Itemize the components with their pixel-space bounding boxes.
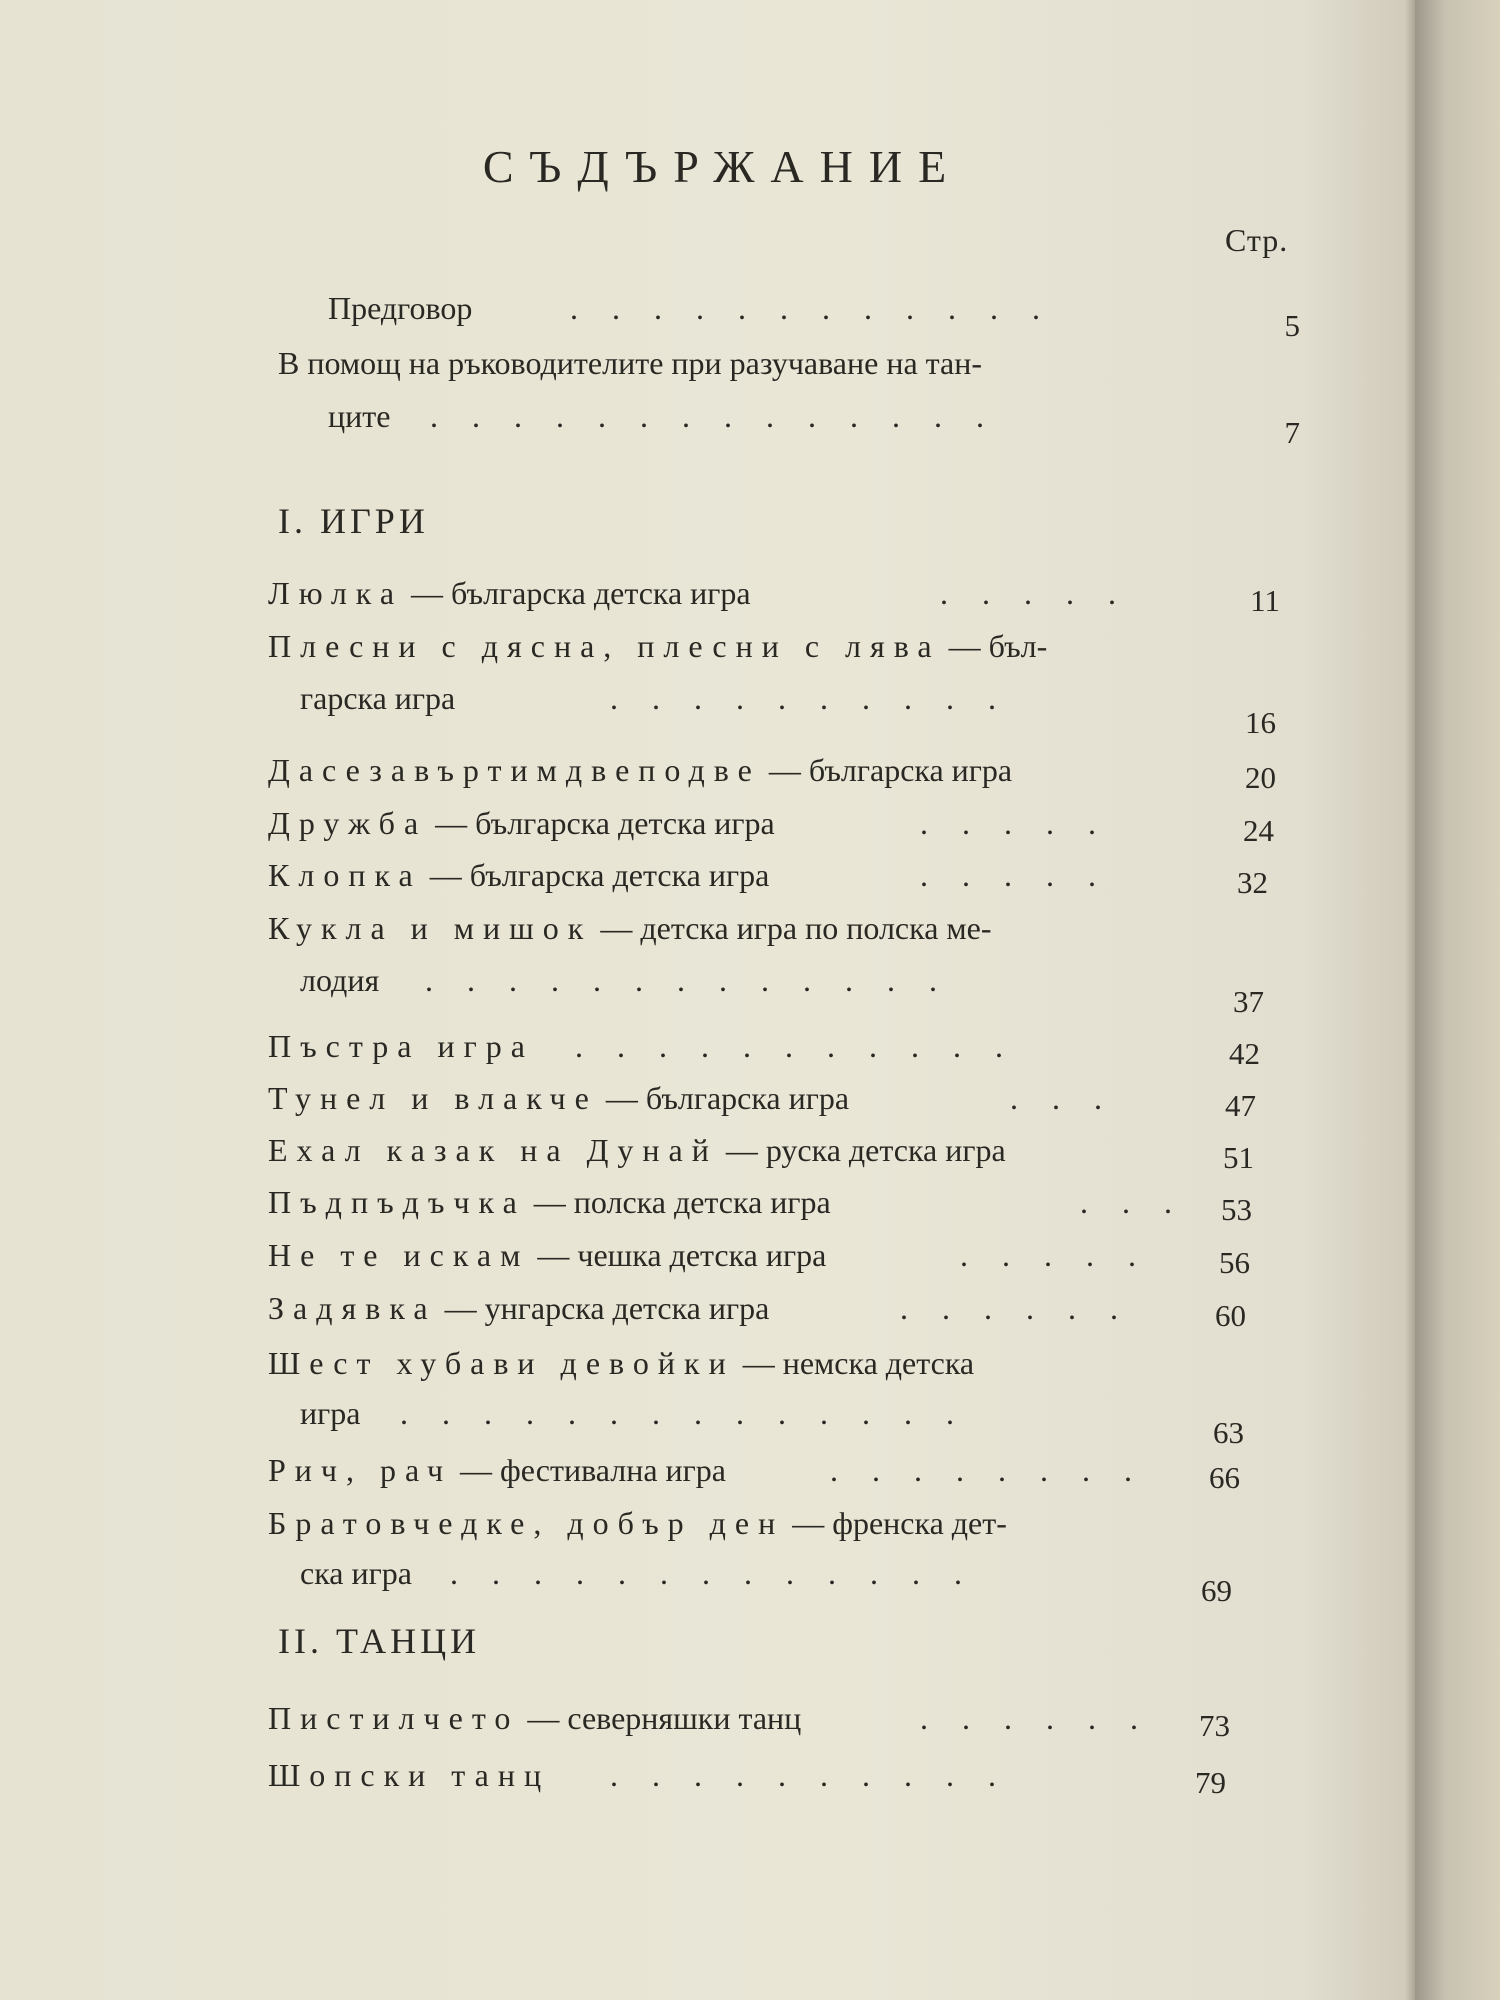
entry-title [268, 1757, 550, 1794]
toc-entry [0, 628, 1415, 740]
entry-title [268, 575, 751, 612]
page-number: 60 [1215, 1298, 1246, 1333]
toc-entry [0, 1505, 1415, 1608]
leader-dots: .............. [430, 398, 1018, 434]
section-heading: II. ТАНЦИ [278, 1621, 481, 1661]
entry-title [268, 1080, 849, 1117]
entry-name-spaced: Тунел и влакче [268, 1080, 598, 1116]
leader-dots: ..... [940, 575, 1150, 611]
entry-name-spaced: Дасезавъртимдвеподве [268, 752, 761, 788]
entry-name-spaced: Задявка [268, 1290, 437, 1326]
entry-description: — руска детска игра [717, 1132, 1006, 1168]
entry-title [268, 1132, 1006, 1169]
entry-name-spaced: Плесни с дясна, плесни с лява [268, 628, 941, 664]
page-number: 66 [1209, 1460, 1240, 1495]
entry-name-spaced: Пъстра игра [268, 1028, 534, 1064]
entry-name-spaced: Шопски танц [268, 1757, 551, 1793]
entry-description: — българска детска игра [421, 857, 770, 893]
page-column-label: Стр. [1225, 222, 1289, 258]
leader-dots: ........... [575, 1028, 1037, 1064]
page-number: 16 [1245, 705, 1276, 740]
entry-title-continuation: лодия [300, 962, 380, 998]
page-number: 37 [1233, 984, 1264, 1019]
entry-title: В помощ на ръководителите при разучаване на тан- [278, 345, 983, 381]
entry-title [268, 1452, 726, 1489]
page-number: 5 [1284, 308, 1300, 343]
toc-entry [0, 1452, 1415, 1500]
page-title: СЪДЪРЖАНИЕ [482, 141, 963, 192]
entry-title [268, 1345, 974, 1382]
toc-entry [0, 1237, 1415, 1285]
toc-entry [0, 290, 1415, 343]
entry-description: — българска детска игра [427, 805, 775, 841]
entry-description: — българска детска игра [403, 575, 751, 611]
page-number: 79 [1195, 1765, 1226, 1800]
toc-entry [0, 345, 1415, 450]
entry-description: — северняшки танц [519, 1700, 802, 1736]
entry-name-spaced: Пъдпъдъчка [268, 1184, 526, 1220]
leader-dots: ... [1010, 1080, 1136, 1116]
entry-name-spaced: Рич, рач [268, 1452, 453, 1488]
toc-entry [0, 752, 1415, 800]
entry-description: — детска игра по полска ме- [592, 910, 992, 946]
toc-entry [0, 805, 1415, 853]
leader-dots: ...... [900, 1290, 1152, 1326]
entry-description: — немска детска [734, 1345, 975, 1381]
entry-name-spaced: Дружба [268, 805, 428, 841]
toc-entry [0, 1028, 1415, 1076]
toc-entry [0, 575, 1415, 623]
entry-name-spaced: Люлка [268, 575, 404, 611]
leader-dots: ............. [425, 962, 971, 998]
entry-title [268, 805, 775, 842]
leader-dots: ...... [920, 1700, 1172, 1736]
entry-description: — българска игра [760, 752, 1013, 788]
toc-entry [0, 1290, 1415, 1338]
page-number: 20 [1245, 760, 1276, 795]
entry-description: — чешка детска игра [529, 1237, 827, 1273]
entry-title: Предговор [328, 290, 473, 326]
entry-name-spaced: Шест хубави девойки [268, 1345, 735, 1381]
page-number: 51 [1223, 1140, 1254, 1175]
page-number: 24 [1243, 813, 1274, 848]
leader-dots: ... [1080, 1184, 1206, 1220]
page-number: 11 [1250, 583, 1280, 618]
page-number: 56 [1219, 1245, 1250, 1280]
leader-dots: ............. [450, 1555, 996, 1591]
book-spine [1415, 0, 1500, 2000]
entry-title [268, 628, 1047, 665]
entry-title-continuation: ска игра [300, 1555, 412, 1591]
entry-name-spaced: Кукла и мишок [268, 910, 593, 946]
entry-title [268, 1237, 826, 1274]
toc-entry [0, 1757, 1415, 1805]
entry-description: — фестивална игра [452, 1452, 726, 1488]
page-number: 69 [1201, 1573, 1232, 1608]
entry-title [268, 1700, 801, 1737]
entry-title [268, 752, 1012, 789]
entry-name-spaced: Братовчедке, добър ден [268, 1505, 785, 1541]
leader-dots: ..... [920, 857, 1130, 893]
toc-entry [0, 857, 1415, 905]
page-number: 47 [1225, 1088, 1256, 1123]
entry-title [268, 857, 769, 894]
leader-dots: ..... [920, 805, 1130, 841]
toc-entry [0, 1345, 1415, 1450]
section-heading: I. ИГРИ [278, 501, 429, 541]
page-number: 32 [1237, 865, 1268, 900]
page-number: 63 [1213, 1415, 1244, 1450]
leader-dots: ........ [830, 1452, 1166, 1488]
entry-title [268, 1028, 534, 1065]
entry-description: — бъл- [940, 628, 1048, 664]
leader-dots: .............. [400, 1395, 988, 1431]
entry-title [268, 1290, 769, 1327]
entry-description: — френска дет- [784, 1505, 1007, 1541]
entry-name-spaced: Клопка [268, 857, 422, 893]
leader-dots: .......... [610, 680, 1030, 716]
toc-entry [0, 1184, 1415, 1232]
entry-title-continuation: игра [300, 1395, 361, 1431]
entry-name-spaced: Ехал казак на Дунай [268, 1132, 718, 1168]
toc-entry [0, 910, 1415, 1019]
page-number: 53 [1221, 1192, 1252, 1227]
leader-dots: ..... [960, 1237, 1170, 1273]
toc-entry [0, 1700, 1415, 1748]
entry-name-spaced: Пистилчето [268, 1700, 520, 1736]
leader-dots: .......... [610, 1757, 1030, 1793]
page-number: 73 [1199, 1708, 1230, 1743]
toc-entry [0, 1080, 1415, 1128]
entry-name-spaced: Не те искам [268, 1237, 530, 1273]
entry-title-continuation: гарска игра [300, 680, 456, 716]
entry-title [268, 1505, 1007, 1542]
entry-description: — унгарска детска игра [436, 1290, 770, 1326]
entry-description: — българска игра [597, 1080, 850, 1116]
entry-title [268, 1184, 831, 1221]
page-number: 7 [1284, 415, 1300, 450]
toc-entry [0, 1132, 1415, 1180]
page-number: 42 [1229, 1036, 1260, 1071]
entry-title [268, 910, 992, 947]
leader-dots: ............ [570, 290, 1074, 326]
entry-description: — полска детска игра [525, 1184, 831, 1220]
entry-title-continuation: ците [328, 398, 391, 434]
